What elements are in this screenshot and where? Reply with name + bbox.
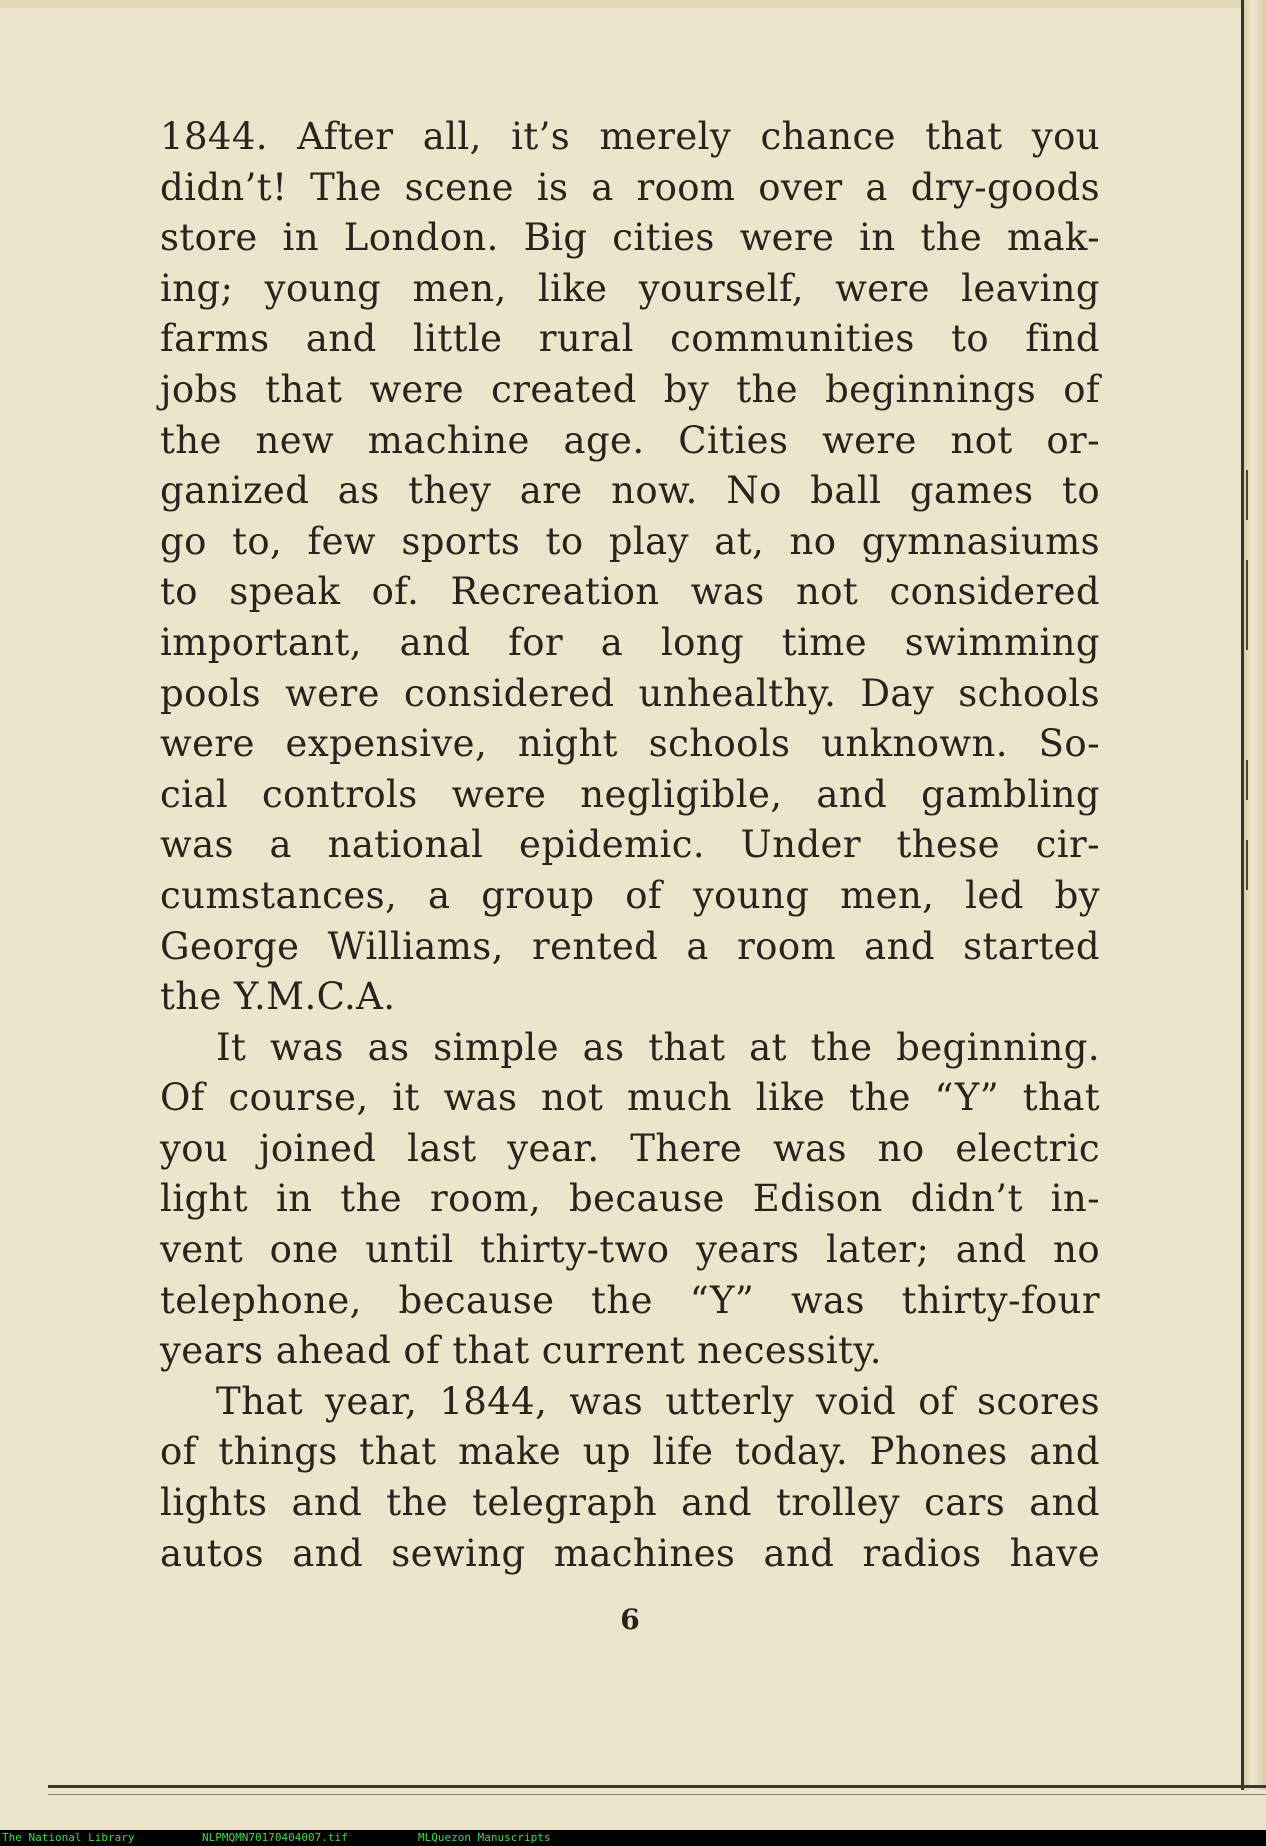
text-line: ganized as they are now. No ball games to	[160, 469, 1100, 513]
text-line: was a national epidemic. Under these cir-	[160, 823, 1100, 867]
edge-mark	[1246, 560, 1248, 650]
page-bottom-edge	[48, 1785, 1266, 1788]
edge-mark	[1246, 470, 1248, 520]
text-line: the Y.M.C.A.	[160, 975, 396, 1019]
text-line: light in the room, because Edison didn’t in-	[160, 1177, 1100, 1221]
text-line: of things that make up life today. Phones and	[160, 1430, 1100, 1474]
text-line: telephone, because the “Y” was thirty-four	[160, 1278, 1100, 1322]
paragraph-first-line: It was as simple as that at the beginning.	[216, 1025, 1100, 1069]
text-line: didn’t! The scene is a room over a dry-goods	[160, 165, 1100, 209]
text-line: go to, few sports to play at, no gymnasiums	[160, 519, 1100, 563]
text-line: lights and the telegraph and trolley cars and	[160, 1481, 1100, 1525]
text-line: 1844. After all, it’s merely chance that you	[160, 115, 1100, 158]
text-line: to speak of. Recreation was not considered	[160, 570, 1100, 614]
page-right-edge	[1244, 0, 1266, 1790]
text-line: cumstances, a group of young men, led by	[160, 873, 1100, 917]
page-bottom-edge-shadow	[48, 1794, 1266, 1795]
text-line: autos and sewing machines and radios have	[160, 1531, 1100, 1575]
body-text	[160, 112, 1100, 1579]
text-line: pools were considered unhealthy. Day schools	[160, 671, 1100, 715]
page-top-edge	[0, 0, 1266, 8]
text-line: store in London. Big cities were in the mak-	[160, 216, 1100, 260]
text-line: the new machine age. Cities were not or-	[160, 418, 1100, 462]
footer-filename: NLPMQMN70170404007.tif	[202, 1831, 348, 1844]
text-line: vent one until thirty-two years later; and no	[160, 1228, 1100, 1272]
text-line: Of course, it was not much like the “Y” that	[160, 1076, 1100, 1120]
text-line: were expensive, night schools unknown. So-	[160, 722, 1100, 766]
paragraph-first-line: That year, 1844, was utterly void of scores	[216, 1379, 1100, 1423]
text-line: ing; young men, like yourself, were leaving	[160, 266, 1100, 310]
text-line: farms and little rural communities to find	[160, 317, 1100, 361]
edge-mark	[1246, 840, 1248, 890]
scan-footer-bar	[0, 1830, 1266, 1846]
text-line: George Williams, rented a room and started	[160, 924, 1100, 968]
text-line: cial controls were negligible, and gambling	[160, 772, 1100, 816]
page-number: 6	[620, 1603, 640, 1636]
text-line: years ahead of that current necessity.	[160, 1329, 882, 1373]
text-line: jobs that were created by the beginnings of	[160, 367, 1100, 411]
text-line: you joined last year. There was no electric	[160, 1126, 1100, 1170]
footer-collection: MLQuezon Manuscripts	[418, 1831, 551, 1844]
footer-library: The National Library	[2, 1831, 135, 1844]
edge-mark	[1246, 760, 1248, 800]
text-line: important, and for a long time swimming	[160, 620, 1100, 664]
